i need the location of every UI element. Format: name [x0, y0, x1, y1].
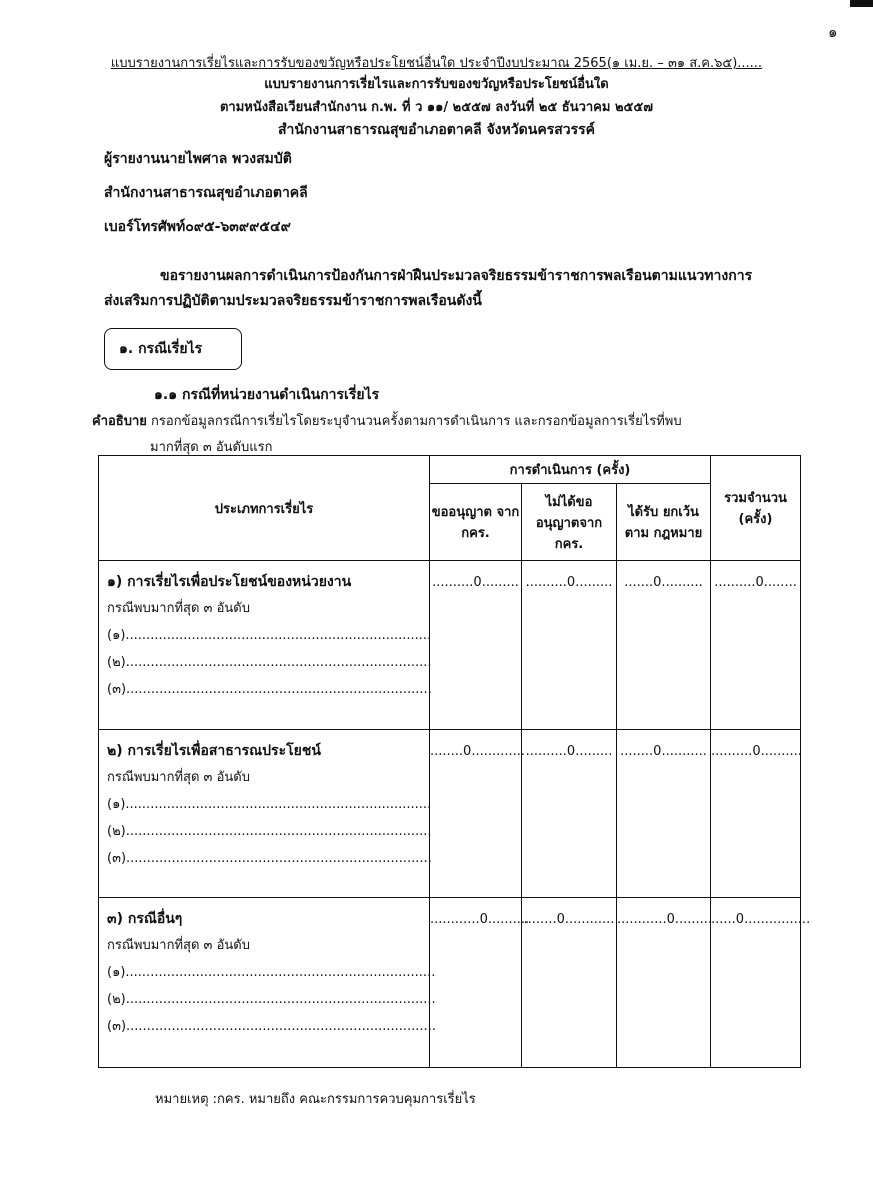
report-header-office: สำนักงานสาธารณสุขอำเภอตาคลี จังหวัดนครสวรรค์ [277, 122, 596, 138]
row-item-2: (๒)........................................................................... [107, 992, 436, 1007]
page-number: ๑ [828, 23, 838, 41]
section1-title-box [104, 328, 242, 370]
row-top3-label: กรณีพบมากที่สุด ๓ อันดับ [107, 938, 250, 953]
section1-1-title: ๑.๑ กรณีที่หน่วยงานดำเนินการเรี่ยไร [154, 387, 380, 403]
description-line2: มากที่สุด ๓ อันดับแรก [150, 440, 273, 455]
header-with-permission: ขออนุญาต จาก กคร. [430, 484, 522, 561]
header-type: ประเภทการเรี่ยไร [99, 456, 430, 561]
row-item-1: (๑).......................................................................... [107, 797, 432, 812]
cell-with-permission: ........0............. [430, 730, 522, 898]
table-row [99, 730, 801, 898]
report-header-line3: ตามหนังสือเวียนสำนักงาน ก.พ. ที่ ว ๑๑/ ๒๕๕๗ ลงวันที่ ๒๕ ธันวาคม ๒๕๕๗ [219, 100, 653, 115]
header-exempt: ได้รับ ยกเว้นตาม กฎหมาย [617, 484, 711, 561]
intro-line1: ขอรายงานผลการดำเนินการป้องกันการฝ่าฝืนประมวลจริยธรรมข้าราชการพลเรือนตามแนวทางการ [160, 268, 753, 284]
cell-with-permission: ..........0......... [430, 561, 522, 730]
cell-with-permission: ............0.......... [430, 898, 522, 1068]
header-without-permission: ไม่ได้ขอ อนุญาตจาก กคร. [522, 484, 617, 561]
row-title: ๓) กรณีอื่นๆ [107, 911, 183, 927]
report-header-line2: แบบรายงานการเรี่ยไรและการรับของขวัญหรือประโยชน์อื่นใด [264, 77, 609, 92]
row-category [99, 561, 430, 730]
cell-total: ..........0........ [711, 561, 801, 730]
row-category [99, 898, 436, 1068]
scan-corner-mark [850, 0, 873, 7]
solicitation-table [98, 455, 811, 1068]
cell-exempt: ............0......... [617, 898, 711, 1068]
cell-without-permission: ..........0......... [522, 730, 617, 898]
cell-without-permission: ........0............ [522, 898, 617, 1068]
reporter-office: สำนักงานสาธารณสุขอำเภอตาคลี [104, 185, 308, 201]
table-row [99, 898, 801, 1068]
report-header-line1: แบบรายงานการเรี่ยไรและการรับของขวัญหรือประโยชน์อื่นใด ประจำปีงบประมาณ 2565(๑ เม.ย. – ๓๑ ส.ค.๖๕)...... [110, 56, 763, 71]
description-text: กรอกข้อมูลกรณีการเรี่ยไรโดยระบุจำนวนครั้งตามการดำเนินการ และกรอกข้อมูลการเรี่ยไรที่พบ [146, 414, 682, 429]
section1-title: ๑. กรณีเรี่ยไร [119, 341, 203, 357]
row-item-1: (๑)........................................................................... [107, 965, 436, 980]
reporter-phone: เบอร์โทรศัพท์๐๙๕-๖๓๙๙๕๔๙ [104, 219, 291, 235]
intro-line2: ส่งเสริมการปฏิบัติตามประมวลจริยธรรมข้าราชการพลเรือนดังนี้ [104, 293, 482, 309]
cell-without-permission: ..........0......... [522, 561, 617, 730]
row-title: ๒) การเรี่ยไรเพื่อสาธารณประโยชน์ [107, 743, 321, 759]
row-item-3: (๓).......................................................................... [107, 851, 432, 866]
header-action: การดำเนินการ (ครั้ง) [430, 456, 711, 484]
description [92, 410, 832, 431]
row-title: ๑) การเรี่ยไรเพื่อประโยชน์ของหน่วยงาน [107, 574, 352, 590]
row-item-1: (๑).......................................................................... [107, 628, 432, 643]
row-item-2: (๒).......................................................................... [107, 655, 432, 670]
row-top3-label: กรณีพบมากที่สุด ๓ อันดับ [107, 770, 250, 785]
footnote: หมายเหตุ :กคร. หมายถึง คณะกรรมการควบคุมการเรี่ยไร [155, 1092, 476, 1107]
row-category [99, 730, 430, 898]
row-item-2: (๒).......................................................................... [107, 824, 432, 839]
reporter-name: ผู้รายงานนายไพศาล พวงสมบัติ [104, 151, 292, 167]
cell-total: ..........0.......... [711, 730, 801, 898]
header-total: รวมจำนวน (ครั้ง) [711, 456, 801, 561]
cell-total: ......0................ [711, 898, 801, 1068]
row-item-3: (๓)........................................................................... [107, 1019, 436, 1034]
table-row [99, 561, 801, 730]
row-top3-label: กรณีพบมากที่สุด ๓ อันดับ [107, 601, 250, 616]
description-label: คำอธิบาย [92, 414, 147, 429]
cell-exempt: .......0.......... [617, 561, 711, 730]
row-item-3: (๓).......................................................................... [107, 682, 432, 697]
cell-exempt: ........0........... [617, 730, 711, 898]
